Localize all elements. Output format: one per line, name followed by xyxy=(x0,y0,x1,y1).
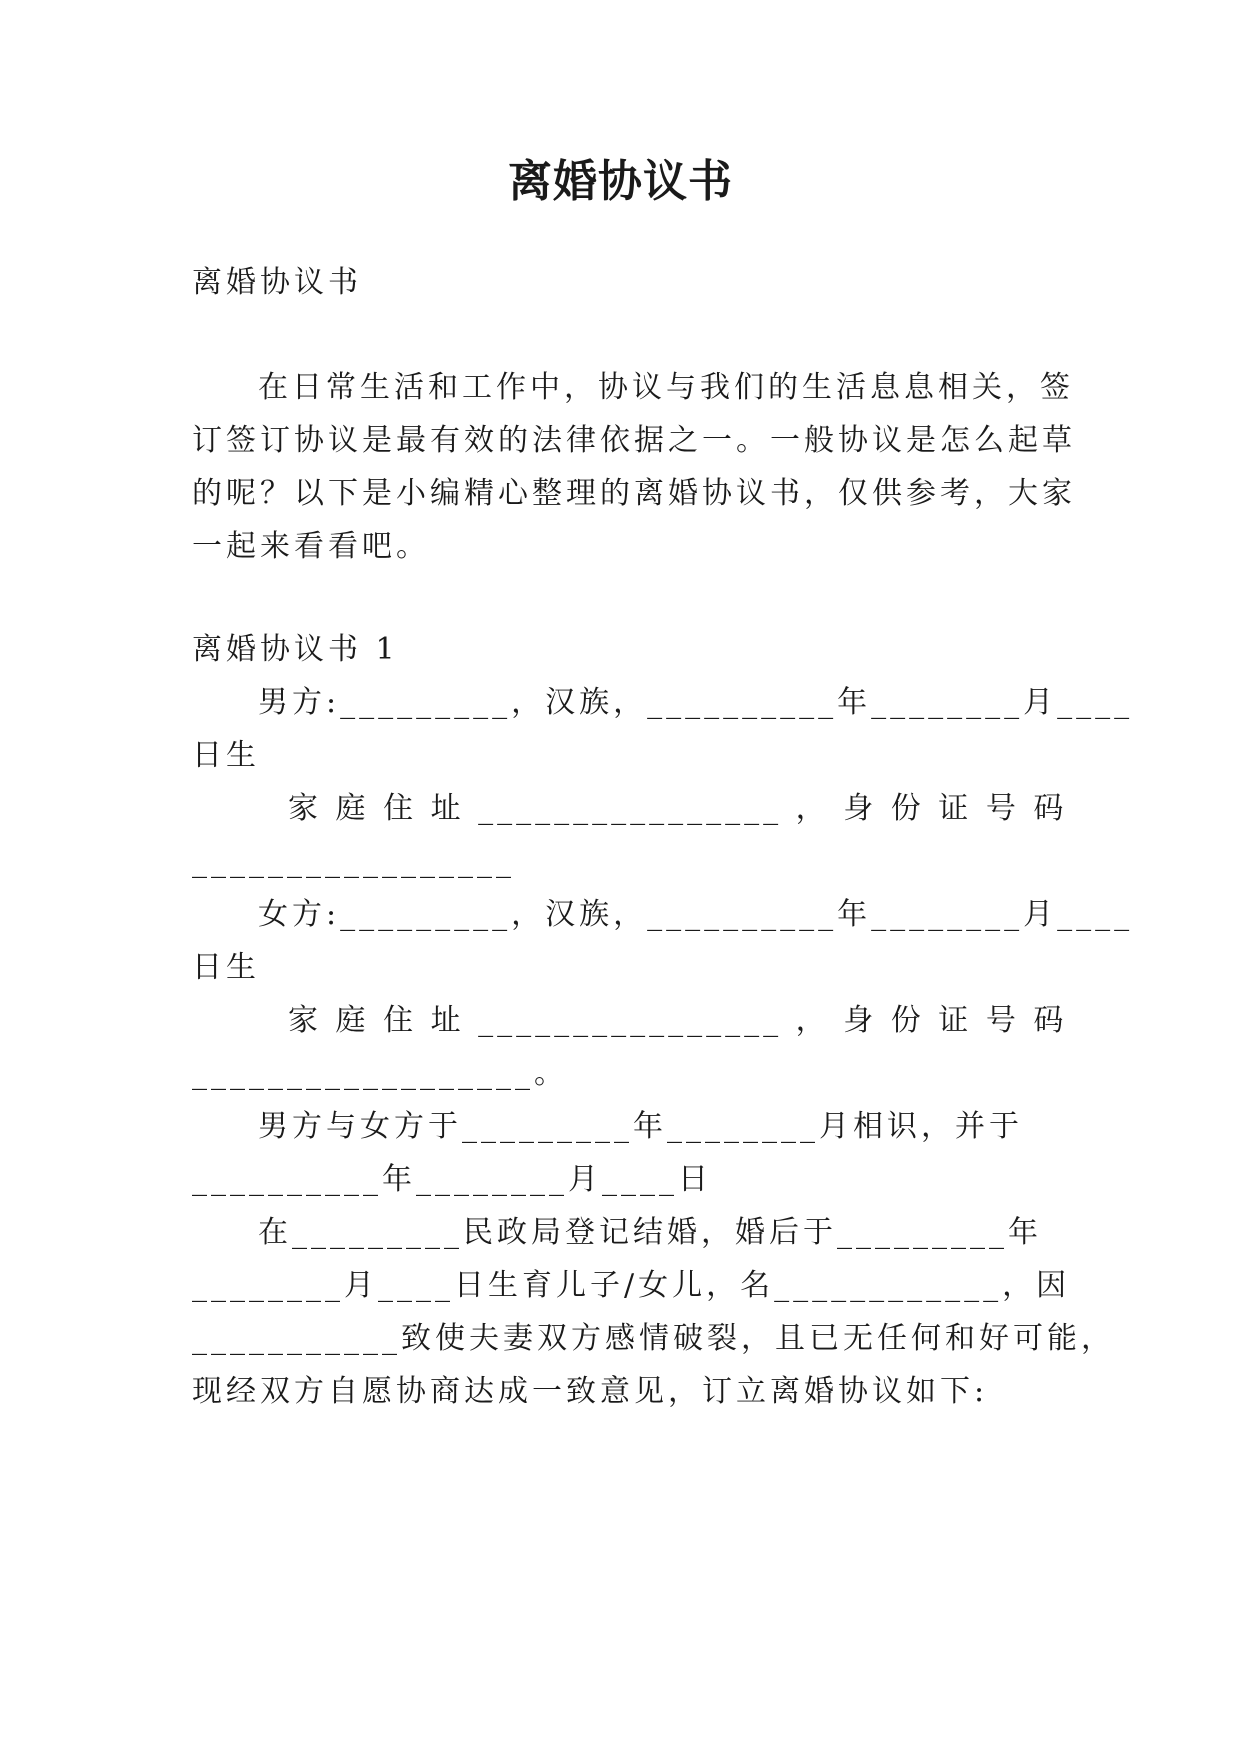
agreement-line: 现经双方自愿协商达成一致意见，订立离婚协议如下: xyxy=(192,1374,989,1409)
marriage-date-line: __________年________月____日 xyxy=(192,1162,712,1197)
female-id-line: __________________。 xyxy=(192,1056,568,1091)
registration-line: 在_________民政局登记结婚，婚后于_________年 xyxy=(258,1215,1042,1250)
female-address-line: 家 庭 住 址 ________________ ， 身 份 证 号 码 xyxy=(288,1003,1068,1038)
male-party-line: 男方:_________，汉族，__________年________月____ xyxy=(258,685,1134,720)
intro-line: 的呢？以下是小编精心整理的离婚协议书，仅供参考，大家 xyxy=(192,476,1076,511)
document-subtitle: 离婚协议书 xyxy=(192,265,362,300)
child-line: ________月____日生育儿子/女儿，名____________，因 xyxy=(192,1268,1071,1303)
male-birth-line: 日生 xyxy=(192,738,260,773)
breakdown-line: ___________致使夫妻双方感情破裂，且已无任何和好可能， xyxy=(192,1321,1115,1356)
intro-line: 订签订协议是最有效的法律依据之一。一般协议是怎么起草 xyxy=(192,423,1076,458)
intro-line: 一起来看看吧。 xyxy=(192,529,430,564)
female-party-line: 女方:_________，汉族，__________年________月____ xyxy=(258,897,1134,932)
acquaintance-line: 男方与女方于_________年________月相识，并于 xyxy=(258,1109,1023,1144)
document-title: 离婚协议书 xyxy=(508,156,733,207)
male-address-line: 家 庭 住 址 ________________ ， 身 份 证 号 码 xyxy=(288,791,1068,826)
male-id-line: _________________ xyxy=(192,844,515,879)
section-heading: 离婚协议书 1 xyxy=(192,632,399,667)
female-birth-line: 日生 xyxy=(192,950,260,985)
intro-line: 在日常生活和工作中，协议与我们的生活息息相关，签 xyxy=(258,370,1074,405)
